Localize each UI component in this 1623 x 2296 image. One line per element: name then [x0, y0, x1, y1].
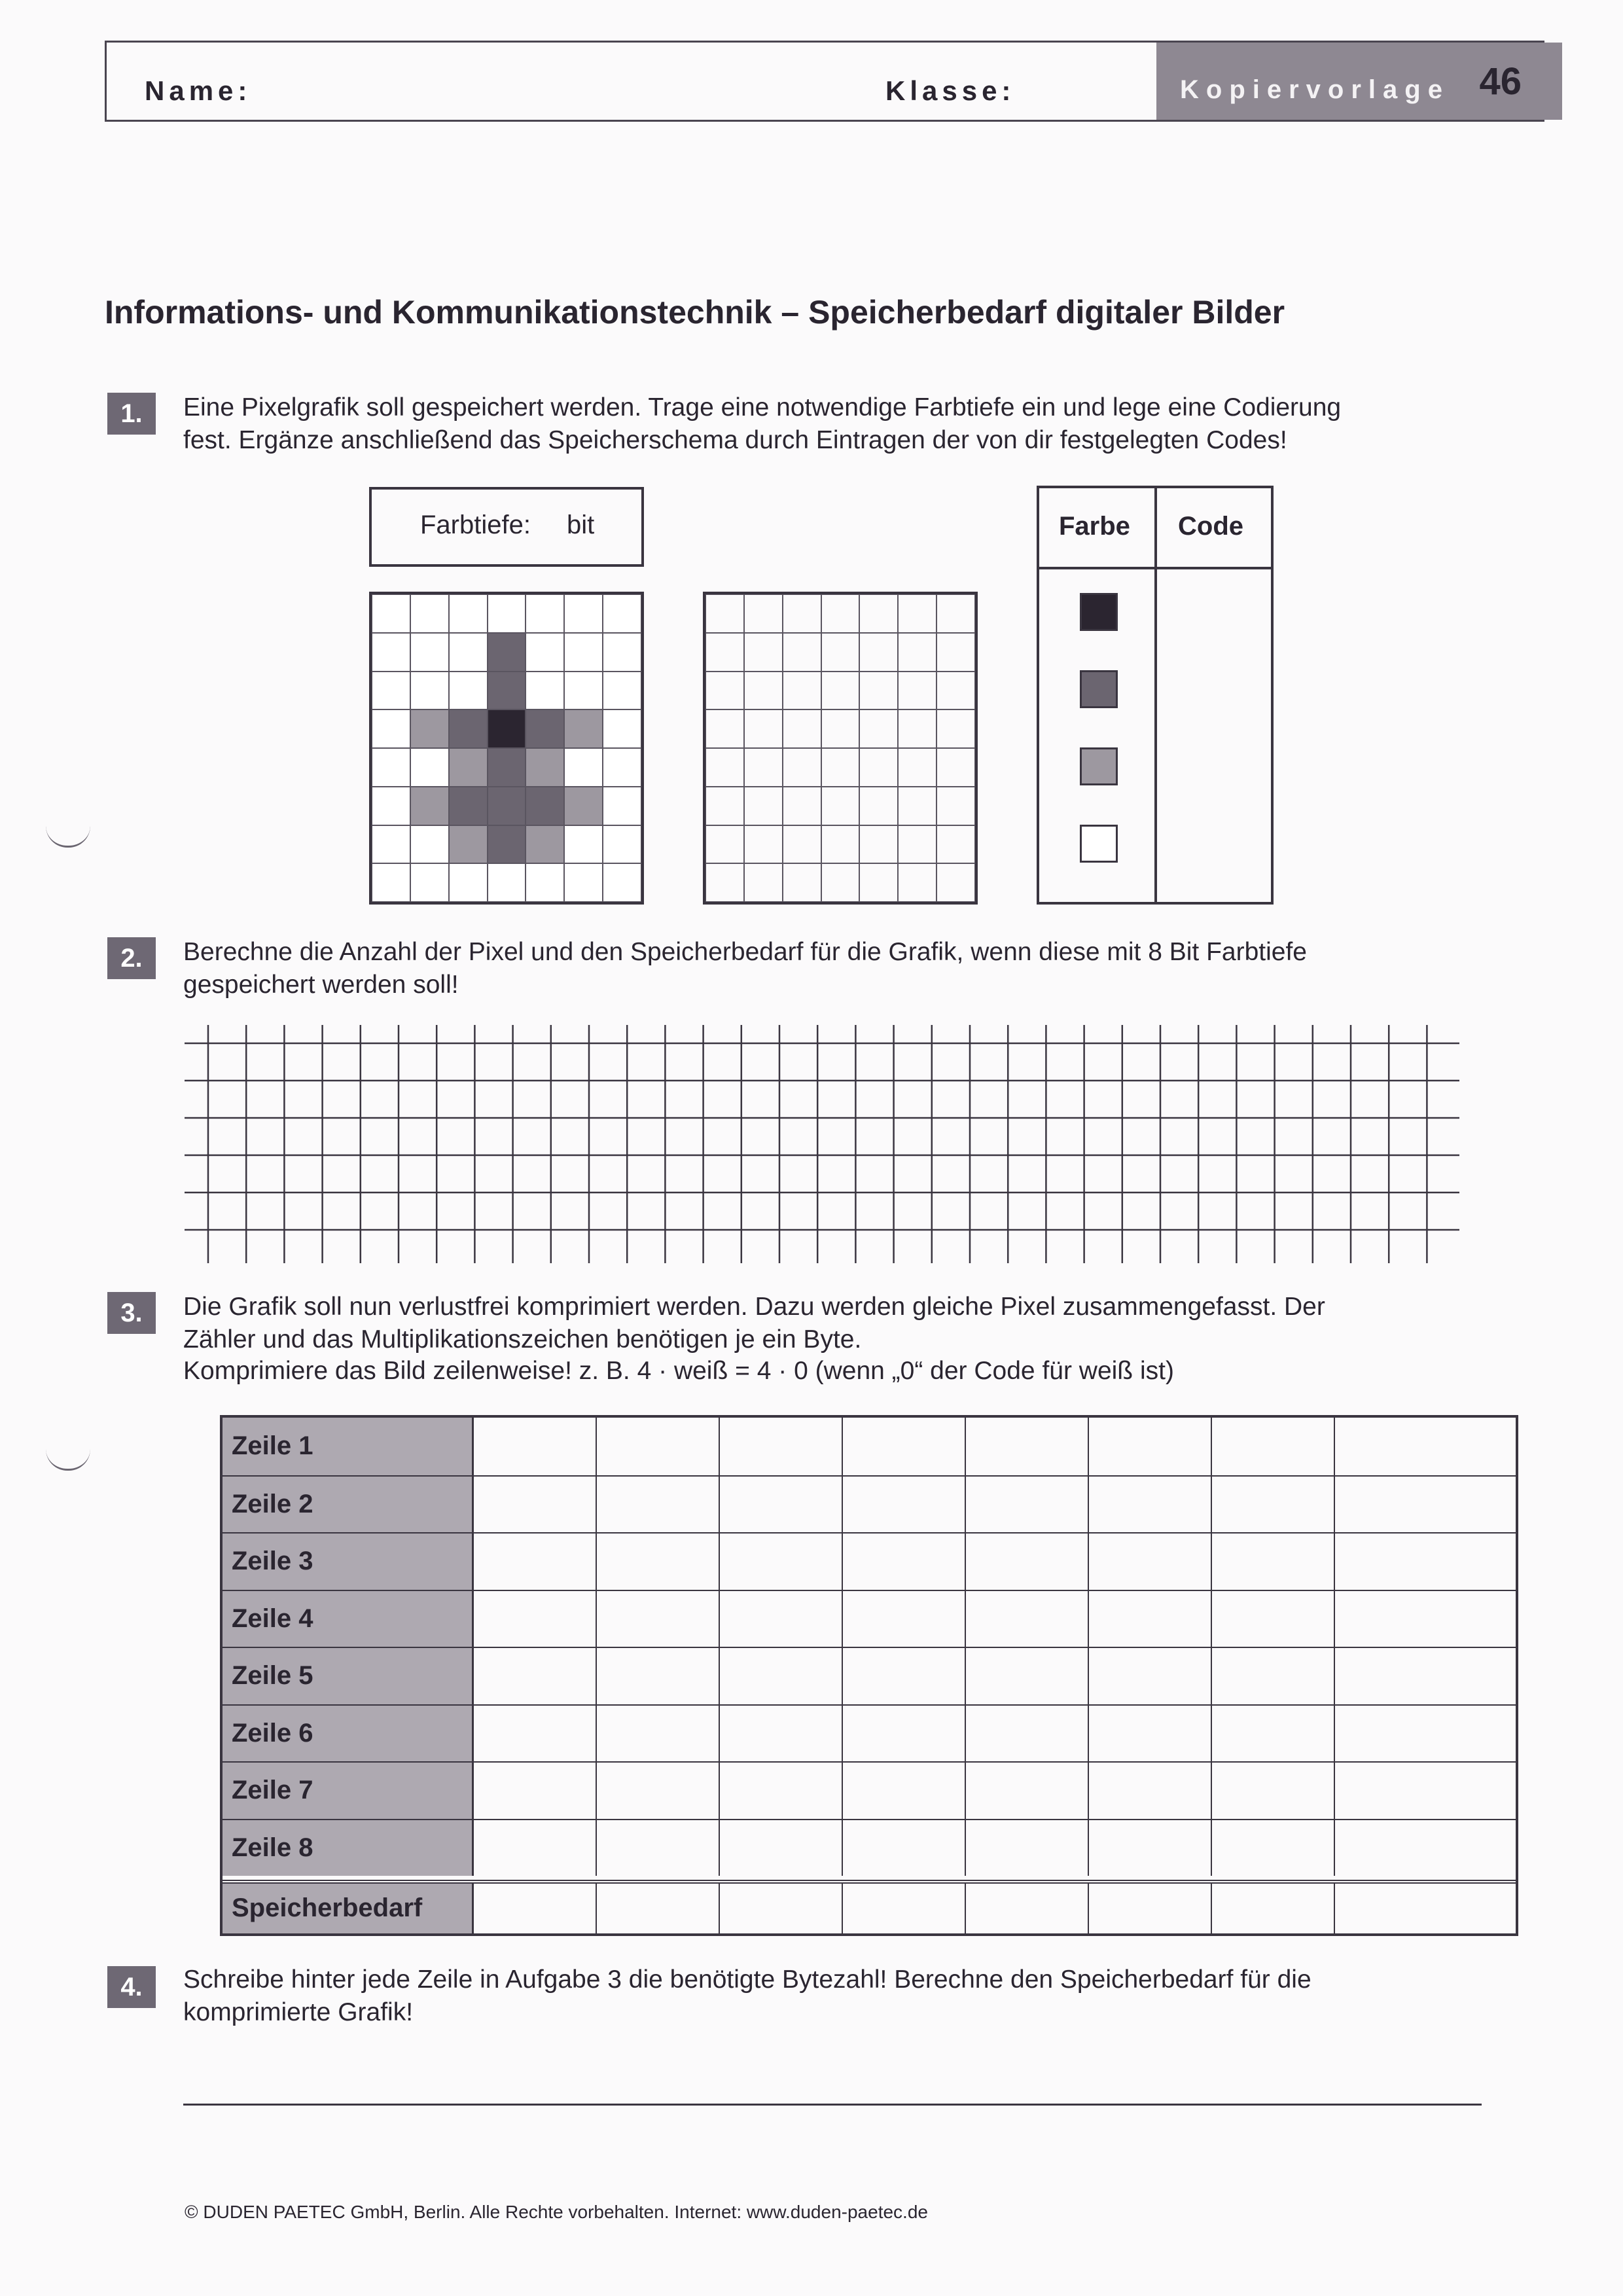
pixel-cell: [564, 633, 603, 672]
schema-cell[interactable]: [898, 825, 936, 864]
pixel-cell: [564, 709, 603, 748]
pixel-cell: [564, 748, 603, 787]
schema-cell[interactable]: [859, 672, 898, 710]
task-number: 4.: [107, 1966, 156, 2008]
answer-cell[interactable]: [843, 1884, 966, 1933]
answer-cell[interactable]: [474, 1534, 597, 1590]
answer-cell[interactable]: [1212, 1418, 1335, 1475]
answer-cell[interactable]: [474, 1477, 597, 1533]
answer-cell[interactable]: [597, 1884, 720, 1933]
compression-row: [223, 1761, 1516, 1819]
color-code-table: [1037, 486, 1274, 905]
pixel-cell: [603, 672, 641, 710]
pixel-cell: [526, 748, 564, 787]
schema-cell[interactable]: [821, 863, 860, 902]
schema-cell[interactable]: [936, 594, 975, 633]
answer-cell[interactable]: [1089, 1591, 1212, 1647]
schema-cell[interactable]: [936, 633, 975, 672]
schema-cell[interactable]: [821, 748, 860, 787]
row-label: Zeile 3: [223, 1534, 474, 1590]
header-box: [105, 41, 1544, 122]
answer-cell[interactable]: [720, 1820, 843, 1876]
pixel-cell: [449, 672, 488, 710]
answer-cell[interactable]: [720, 1477, 843, 1533]
schema-cell[interactable]: [859, 594, 898, 633]
schema-cell[interactable]: [744, 825, 783, 864]
pixel-cell: [410, 709, 449, 748]
compression-row: [223, 1590, 1516, 1647]
answer-cell[interactable]: [966, 1418, 1089, 1475]
name-label: Name:: [145, 75, 252, 106]
compression-row: [223, 1880, 1516, 1933]
answer-cell[interactable]: [1335, 1418, 1513, 1475]
answer-cell[interactable]: [597, 1648, 720, 1704]
pixel-cell: [526, 672, 564, 710]
answer-cell[interactable]: [1335, 1534, 1513, 1590]
schema-cell[interactable]: [744, 672, 783, 710]
schema-cell[interactable]: [744, 748, 783, 787]
answer-cell[interactable]: [1212, 1820, 1335, 1876]
schema-cell[interactable]: [898, 672, 936, 710]
schema-cell[interactable]: [744, 787, 783, 825]
answer-cell[interactable]: [843, 1763, 966, 1819]
page-title: Informations- und Kommunikationstechnik – Speicherbedarf digitaler Bilder: [105, 294, 1285, 331]
pixel-cell: [410, 863, 449, 902]
pixel-cell: [372, 633, 410, 672]
row-label: Zeile 8: [223, 1820, 474, 1876]
schema-cell[interactable]: [705, 825, 744, 864]
pixel-cell: [603, 594, 641, 633]
answer-cell[interactable]: [1089, 1534, 1212, 1590]
answer-cell[interactable]: [966, 1706, 1089, 1762]
schema-cell[interactable]: [898, 748, 936, 787]
pixel-cell: [488, 594, 526, 633]
pixel-cell: [372, 825, 410, 864]
schema-cell[interactable]: [744, 594, 783, 633]
schema-cell[interactable]: [705, 594, 744, 633]
compression-row: [223, 1532, 1516, 1590]
color-swatch: [1080, 593, 1118, 631]
answer-cell[interactable]: [1212, 1534, 1335, 1590]
pixel-cell: [603, 825, 641, 864]
pixel-cell: [603, 709, 641, 748]
compression-row: [223, 1418, 1516, 1475]
copyright-footer: © DUDEN PAETEC GmbH, Berlin. Alle Rechte vorbehalten. Internet: www.duden-paetec.de: [185, 2202, 928, 2222]
code-column-header: Code: [1178, 512, 1243, 541]
answer-cell[interactable]: [597, 1763, 720, 1819]
task-text-line: Eine Pixelgrafik soll gespeichert werden. Trage eine notwendige Farbtiefe ein und lege eine Codierung: [183, 393, 1342, 422]
answer-cell[interactable]: [843, 1477, 966, 1533]
answer-line[interactable]: [183, 2104, 1482, 2106]
schema-cell[interactable]: [705, 748, 744, 787]
answer-cell[interactable]: [720, 1591, 843, 1647]
pixel-cell: [410, 594, 449, 633]
pixel-cell: [526, 787, 564, 825]
pixel-cell: [449, 748, 488, 787]
row-label: Zeile 1: [223, 1418, 474, 1475]
answer-cell[interactable]: [843, 1648, 966, 1704]
compression-row: [223, 1704, 1516, 1762]
answer-cell[interactable]: [1212, 1591, 1335, 1647]
pixel-cell: [526, 825, 564, 864]
pixel-cell: [372, 863, 410, 902]
task-text-line: Die Grafik soll nun verlustfrei komprimiert werden. Dazu werden gleiche Pixel zusammengefasst. Der: [183, 1293, 1325, 1321]
answer-cell[interactable]: [597, 1534, 720, 1590]
pixel-cell: [526, 863, 564, 902]
pixel-cell: [488, 748, 526, 787]
row-label: Zeile 2: [223, 1477, 474, 1533]
answer-cell[interactable]: [597, 1706, 720, 1762]
answer-cell[interactable]: [843, 1534, 966, 1590]
task-text-line: fest. Ergänze anschließend das Speicherschema durch Eintragen der von dir festgelegten Codes!: [183, 426, 1287, 454]
schema-cell[interactable]: [783, 672, 821, 710]
answer-cell[interactable]: [597, 1477, 720, 1533]
row-label: Zeile 6: [223, 1706, 474, 1762]
answer-cell[interactable]: [597, 1418, 720, 1475]
schema-cell[interactable]: [898, 594, 936, 633]
schema-cell[interactable]: [859, 787, 898, 825]
answer-cell[interactable]: [966, 1820, 1089, 1876]
answer-cell[interactable]: [843, 1820, 966, 1876]
task-text-line: komprimierte Grafik!: [183, 1998, 414, 2026]
pixel-cell: [372, 748, 410, 787]
schema-cell[interactable]: [859, 633, 898, 672]
pixel-cell: [372, 787, 410, 825]
schema-cell[interactable]: [783, 825, 821, 864]
schema-cell[interactable]: [859, 709, 898, 748]
answer-cell[interactable]: [1335, 1706, 1513, 1762]
pixel-cell: [526, 594, 564, 633]
pixel-cell: [488, 633, 526, 672]
pixel-cell: [449, 863, 488, 902]
schema-cell[interactable]: [936, 825, 975, 864]
answer-cell[interactable]: [966, 1477, 1089, 1533]
answer-cell[interactable]: [843, 1591, 966, 1647]
pixel-cell: [488, 672, 526, 710]
answer-cell[interactable]: [474, 1763, 597, 1819]
pixel-cell: [564, 672, 603, 710]
punch-hole-mark: [46, 1449, 90, 1471]
schema-cell[interactable]: [898, 633, 936, 672]
answer-cell[interactable]: [1089, 1884, 1212, 1933]
calculation-grid[interactable]: [185, 1025, 1459, 1263]
color-swatch: [1080, 825, 1118, 863]
answer-cell[interactable]: [966, 1534, 1089, 1590]
pixel-cell: [488, 825, 526, 864]
pixel-cell: [564, 594, 603, 633]
schema-cell[interactable]: [936, 709, 975, 748]
pixel-cell: [449, 633, 488, 672]
schema-cell[interactable]: [898, 709, 936, 748]
answer-cell[interactable]: [966, 1591, 1089, 1647]
class-label: Klasse:: [885, 75, 1016, 106]
pixel-image-grid: [369, 592, 644, 905]
answer-cell[interactable]: [1335, 1591, 1513, 1647]
color-swatch: [1080, 747, 1118, 785]
table-divider: [1039, 567, 1271, 569]
template-tag: Kopiervorlage: [1180, 75, 1450, 104]
pixel-cell: [488, 787, 526, 825]
schema-cell[interactable]: [821, 787, 860, 825]
schema-cell[interactable]: [859, 748, 898, 787]
answer-cell[interactable]: [474, 1648, 597, 1704]
schema-cell[interactable]: [936, 672, 975, 710]
schema-cell[interactable]: [821, 709, 860, 748]
pixel-cell: [410, 748, 449, 787]
pixel-cell: [526, 633, 564, 672]
answer-cell[interactable]: [474, 1591, 597, 1647]
schema-cell[interactable]: [821, 594, 860, 633]
pixel-cell: [372, 709, 410, 748]
pixel-cell: [372, 594, 410, 633]
answer-cell[interactable]: [720, 1648, 843, 1704]
schema-cell[interactable]: [744, 633, 783, 672]
pixel-cell: [564, 825, 603, 864]
schema-cell[interactable]: [936, 748, 975, 787]
pixel-cell: [603, 863, 641, 902]
answer-cell[interactable]: [1089, 1648, 1212, 1704]
schema-cell[interactable]: [898, 787, 936, 825]
answer-cell[interactable]: [720, 1534, 843, 1590]
schema-cell[interactable]: [783, 633, 821, 672]
answer-cell[interactable]: [474, 1820, 597, 1876]
punch-hole-mark: [46, 826, 90, 848]
task-text-line: Komprimiere das Bild zeilenweise! z. B. 4 · weiß = 4 · 0 (wenn „0“ der Code für weiß ist): [183, 1357, 1174, 1385]
row-label: Zeile 5: [223, 1648, 474, 1704]
answer-cell[interactable]: [966, 1884, 1089, 1933]
answer-cell[interactable]: [720, 1763, 843, 1819]
color-depth-unit: bit: [567, 511, 595, 539]
answer-cell[interactable]: [1212, 1706, 1335, 1762]
task-number: 1.: [107, 393, 156, 435]
answer-cell[interactable]: [1212, 1477, 1335, 1533]
pixel-cell: [449, 825, 488, 864]
pixel-cell: [410, 633, 449, 672]
compression-row: [223, 1475, 1516, 1533]
schema-cell[interactable]: [936, 787, 975, 825]
pixel-cell: [603, 787, 641, 825]
schema-cell[interactable]: [705, 787, 744, 825]
schema-cell[interactable]: [705, 672, 744, 710]
answer-cell[interactable]: [1335, 1820, 1513, 1876]
answer-cell[interactable]: [1089, 1477, 1212, 1533]
schema-cell[interactable]: [705, 633, 744, 672]
pixel-cell: [449, 787, 488, 825]
answer-cell[interactable]: [720, 1418, 843, 1475]
schema-cell[interactable]: [705, 709, 744, 748]
answer-cell[interactable]: [1335, 1884, 1513, 1933]
pixel-cell: [449, 709, 488, 748]
schema-cell[interactable]: [859, 825, 898, 864]
row-label: Zeile 4: [223, 1591, 474, 1647]
answer-cell[interactable]: [1089, 1706, 1212, 1762]
schema-cell[interactable]: [783, 594, 821, 633]
task-text-line: Schreibe hinter jede Zeile in Aufgabe 3 die benötigte Bytezahl! Berechne den Speicherbedarf für die: [183, 1965, 1311, 1994]
answer-cell[interactable]: [474, 1418, 597, 1475]
schema-cell[interactable]: [783, 863, 821, 902]
schema-cell[interactable]: [936, 863, 975, 902]
schema-cell[interactable]: [898, 863, 936, 902]
pixel-cell: [449, 594, 488, 633]
pixel-cell: [603, 633, 641, 672]
color-depth-field[interactable]: [369, 487, 644, 567]
row-label: Zeile 7: [223, 1763, 474, 1819]
schema-cell[interactable]: [821, 672, 860, 710]
compression-table: [220, 1415, 1518, 1936]
answer-cell[interactable]: [1335, 1763, 1513, 1819]
pixel-cell: [526, 709, 564, 748]
answer-cell[interactable]: [1212, 1648, 1335, 1704]
task-text-line: Zähler und das Multiplikationszeichen benötigen je ein Byte.: [183, 1325, 862, 1354]
schema-cell[interactable]: [821, 825, 860, 864]
pixel-cell: [410, 787, 449, 825]
answer-cell[interactable]: [720, 1884, 843, 1933]
schema-cell[interactable]: [783, 787, 821, 825]
compression-row: [223, 1647, 1516, 1704]
table-divider: [1154, 488, 1157, 902]
pixel-cell: [410, 825, 449, 864]
answer-cell[interactable]: [1089, 1418, 1212, 1475]
color-swatch: [1080, 670, 1118, 708]
row-label: Speicherbedarf: [223, 1884, 474, 1933]
color-depth-label: Farbtiefe:: [420, 511, 531, 539]
storage-schema-grid[interactable]: [703, 592, 978, 905]
answer-cell[interactable]: [720, 1706, 843, 1762]
task-text-line: Berechne die Anzahl der Pixel und den Speicherbedarf für die Grafik, wenn diese mit 8 Bit Farbtiefe: [183, 938, 1307, 966]
answer-cell[interactable]: [1089, 1763, 1212, 1819]
schema-cell[interactable]: [783, 709, 821, 748]
schema-cell[interactable]: [821, 633, 860, 672]
pixel-cell: [488, 709, 526, 748]
answer-cell[interactable]: [597, 1591, 720, 1647]
task-number: 2.: [107, 937, 156, 979]
answer-cell[interactable]: [474, 1706, 597, 1762]
pixel-cell: [603, 748, 641, 787]
pixel-cell: [488, 863, 526, 902]
answer-cell[interactable]: [597, 1820, 720, 1876]
schema-cell[interactable]: [744, 863, 783, 902]
pixel-cell: [410, 672, 449, 710]
answer-cell[interactable]: [1335, 1648, 1513, 1704]
answer-cell[interactable]: [843, 1418, 966, 1475]
answer-cell[interactable]: [474, 1884, 597, 1933]
schema-cell[interactable]: [859, 863, 898, 902]
compression-row: [223, 1819, 1516, 1876]
color-column-header: Farbe: [1059, 512, 1130, 541]
answer-cell[interactable]: [966, 1648, 1089, 1704]
answer-cell[interactable]: [1335, 1477, 1513, 1533]
task-number: 3.: [107, 1292, 156, 1334]
pixel-cell: [564, 787, 603, 825]
answer-cell[interactable]: [1212, 1884, 1335, 1933]
answer-cell[interactable]: [966, 1763, 1089, 1819]
schema-cell[interactable]: [783, 748, 821, 787]
answer-cell[interactable]: [1089, 1820, 1212, 1876]
pixel-cell: [564, 863, 603, 902]
schema-cell[interactable]: [705, 863, 744, 902]
pixel-cell: [372, 672, 410, 710]
page-number: 46: [1479, 60, 1522, 103]
schema-cell[interactable]: [744, 709, 783, 748]
answer-cell[interactable]: [843, 1706, 966, 1762]
answer-cell[interactable]: [1212, 1763, 1335, 1819]
task-text-line: gespeichert werden soll!: [183, 971, 459, 999]
